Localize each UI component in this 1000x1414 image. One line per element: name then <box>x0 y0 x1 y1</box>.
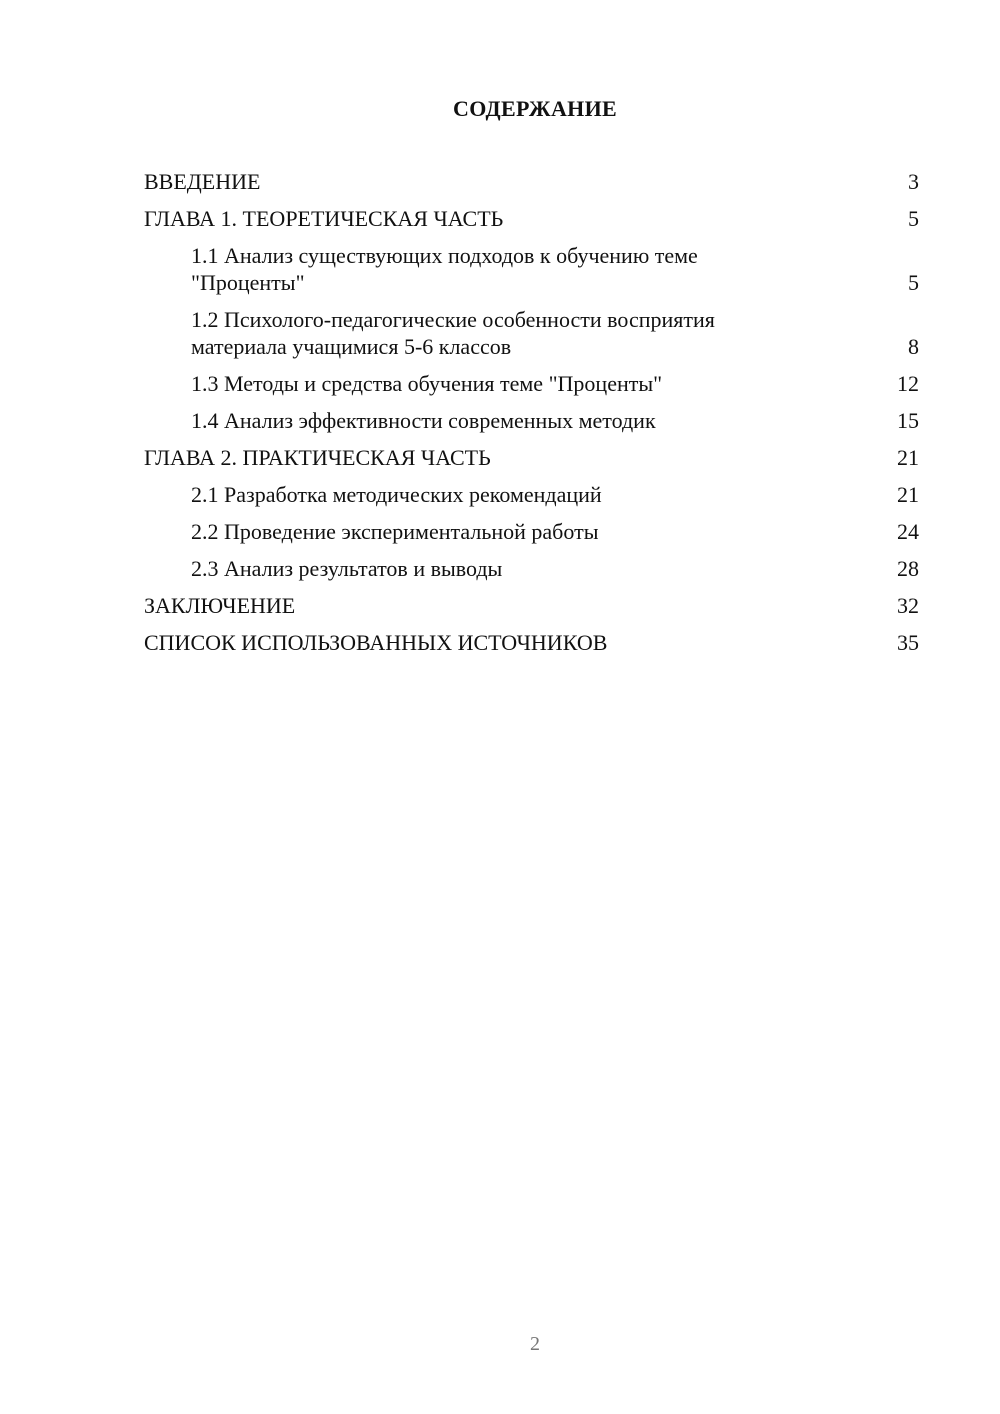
toc-entry-text: 2.2 Проведение экспериментальной работы <box>191 519 599 544</box>
toc-entry-section-1-4[interactable] <box>144 407 919 434</box>
toc-entry-chapter-2[interactable] <box>144 444 919 471</box>
toc-entry-text: 2.1 Разработка методических рекомендаций <box>191 482 602 507</box>
toc-entry-references[interactable] <box>144 629 919 656</box>
toc-entry-text: 1.1 Анализ существующих подходов к обучению теме "Проценты" <box>191 243 698 295</box>
toc-entry-page: 24 <box>897 519 919 544</box>
table-of-contents <box>144 168 919 666</box>
toc-entry-text: ГЛАВА 1. ТЕОРЕТИЧЕСКАЯ ЧАСТЬ <box>144 206 504 231</box>
toc-entry-page: 3 <box>908 169 919 194</box>
page-number: 2 <box>530 1333 540 1355</box>
toc-entry-page: 32 <box>897 593 919 618</box>
toc-entry-section-2-1[interactable] <box>144 481 919 508</box>
toc-entry-text: ГЛАВА 2. ПРАКТИЧЕСКАЯ ЧАСТЬ <box>144 445 491 470</box>
toc-title: СОДЕРЖАНИЕ <box>453 96 617 121</box>
toc-entry-section-1-2[interactable] <box>144 306 919 360</box>
toc-entry-text: 1.4 Анализ эффективности современных методик <box>191 408 656 433</box>
toc-entry-page: 15 <box>897 408 919 433</box>
toc-entry-conclusion[interactable] <box>144 592 919 619</box>
toc-entry-text: 1.2 Психолого-педагогические особенности восприятия материала учащимися 5-6 классов <box>191 307 715 359</box>
toc-entry-section-2-3[interactable] <box>144 555 919 582</box>
toc-entry-section-2-2[interactable] <box>144 518 919 545</box>
toc-entry-page: 12 <box>897 371 919 396</box>
toc-entry-text: 1.3 Методы и средства обучения теме "Проценты" <box>191 371 663 396</box>
toc-entry-page: 28 <box>897 556 919 581</box>
toc-entry-page: 5 <box>908 270 919 295</box>
toc-entry-introduction[interactable] <box>144 168 919 195</box>
toc-entry-text: 2.3 Анализ результатов и выводы <box>191 556 503 581</box>
toc-entry-text: СПИСОК ИСПОЛЬЗОВАННЫХ ИСТОЧНИКОВ <box>144 630 608 655</box>
toc-entry-page: 35 <box>897 630 919 655</box>
toc-entry-page: 8 <box>908 334 919 359</box>
toc-entry-chapter-1[interactable] <box>144 205 919 232</box>
toc-entry-text: ВВЕДЕНИЕ <box>144 169 261 194</box>
toc-entry-section-1-1[interactable] <box>144 242 919 296</box>
toc-entry-page: 21 <box>897 445 919 470</box>
toc-entry-page: 21 <box>897 482 919 507</box>
toc-entry-section-1-3[interactable] <box>144 370 919 397</box>
toc-entry-text: ЗАКЛЮЧЕНИЕ <box>144 593 296 618</box>
toc-entry-page: 5 <box>908 206 919 231</box>
